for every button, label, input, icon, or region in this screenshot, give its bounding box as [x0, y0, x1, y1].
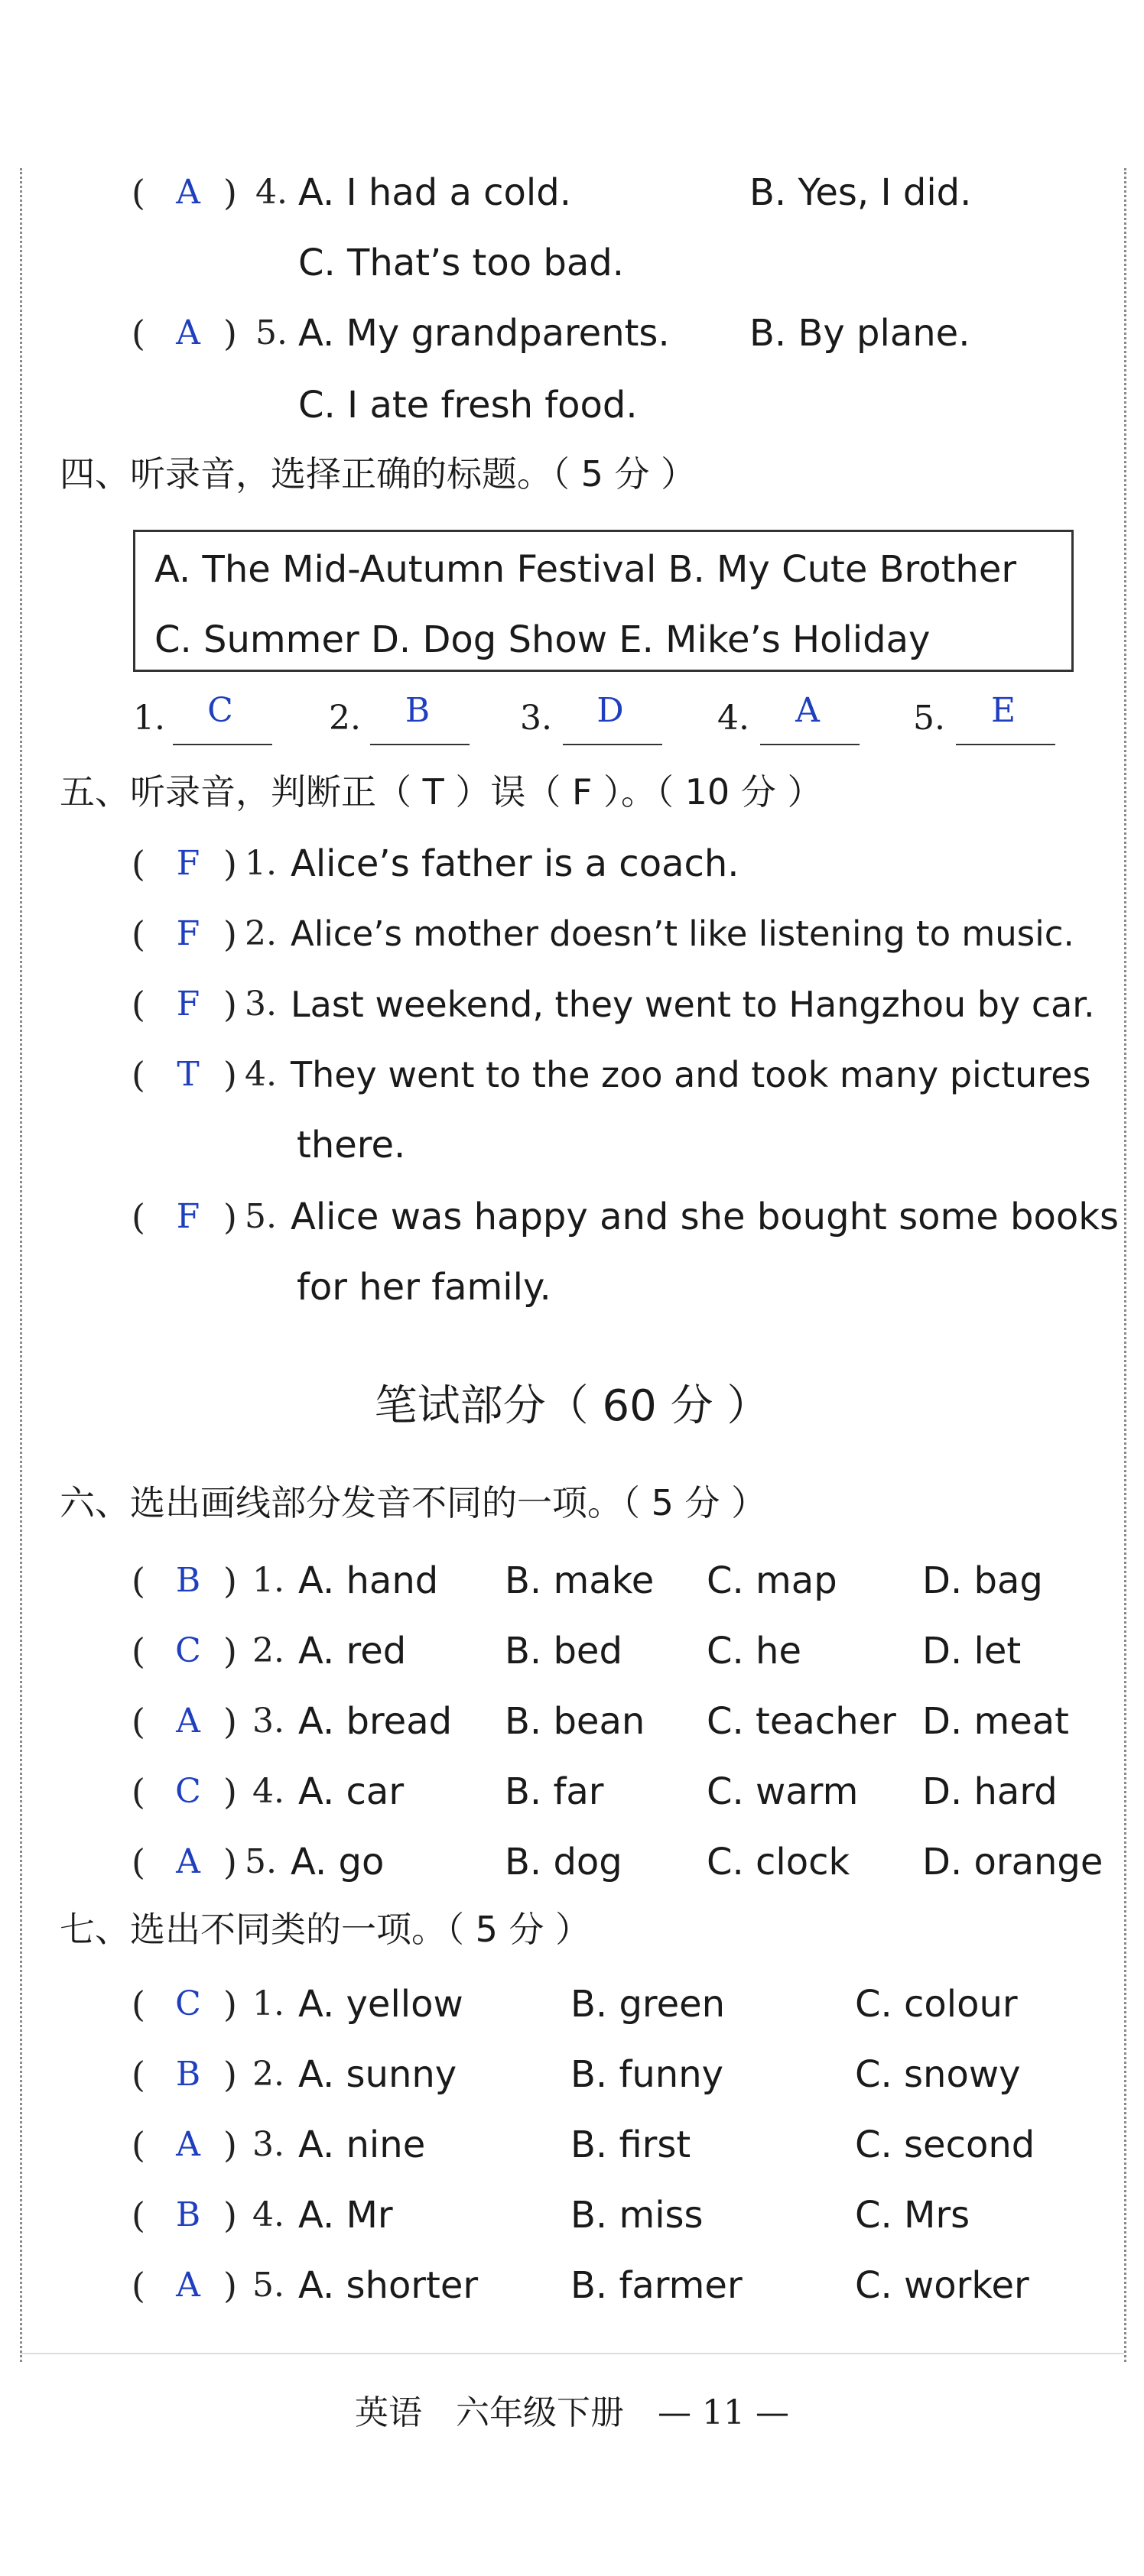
- paren-open: (: [132, 172, 145, 213]
- answer-mark: A: [176, 2266, 200, 2305]
- option-d: D. hard: [922, 1770, 1058, 1813]
- statement-text: They went to the zoo and took many pictures: [291, 1054, 1091, 1095]
- blank-answer: E: [990, 691, 1016, 730]
- right-dotted-margin: [1124, 168, 1126, 2362]
- question-number: 1.: [252, 1984, 284, 2023]
- option-c: C. warm: [707, 1770, 859, 1813]
- paren-close: ): [223, 2124, 237, 2166]
- page-footer: 英语 六年级下册 — 11 —: [355, 2393, 789, 2432]
- question-number: 5.: [255, 313, 288, 352]
- blank-line: [563, 744, 662, 745]
- paren-open: (: [132, 984, 145, 1025]
- blank-answer: C: [207, 691, 233, 730]
- answer-mark: B: [175, 2055, 201, 2094]
- answer-mark: T: [177, 1055, 200, 1094]
- option-b: B. green: [570, 1983, 726, 2026]
- option-a: A. My grandparents.: [298, 312, 670, 355]
- paren-open: (: [132, 2195, 145, 2236]
- question-number: 2.: [245, 914, 277, 953]
- paren-open: (: [132, 1701, 145, 1742]
- option-c: C. worker: [855, 2264, 1029, 2307]
- option-a: A. hand: [298, 1559, 439, 1602]
- statement-text: Alice’s mother doesn’t like listening to music.: [291, 913, 1074, 954]
- blank-line: [173, 744, 272, 745]
- statement-text-continued: for her family.: [297, 1266, 551, 1309]
- option-a: A. sunny: [298, 2053, 457, 2096]
- blank-line: [370, 744, 470, 745]
- question-number: 3.: [252, 1702, 284, 1741]
- statement-text-continued: there.: [297, 1124, 406, 1166]
- paren-open: (: [132, 1054, 145, 1095]
- paren-open: (: [132, 2054, 145, 2095]
- blank-number: 4.: [717, 699, 749, 738]
- option-c: C. Mrs: [855, 2194, 970, 2237]
- section-heading: 四、听录音，选择正确的标题。（ 5 分 ）: [60, 453, 697, 495]
- question-number: 1.: [252, 1561, 284, 1600]
- option-b: B. bean: [505, 1700, 645, 1743]
- blank-line: [956, 744, 1055, 745]
- title-options-line: A. The Mid-Autumn Festival B. My Cute Brother: [154, 548, 1017, 591]
- paren-close: ): [223, 843, 237, 884]
- paren-close: ): [223, 1054, 237, 1095]
- question-number: 1.: [245, 844, 277, 883]
- question-number: 2.: [252, 1631, 284, 1670]
- section-heading: 六、选出画线部分发音不同的一项。（ 5 分 ）: [60, 1482, 767, 1523]
- question-number: 3.: [252, 2125, 284, 2164]
- option-a: A. red: [298, 1630, 407, 1672]
- paren-open: (: [132, 913, 145, 955]
- option-d: D. let: [922, 1630, 1022, 1672]
- answer-mark: C: [175, 1984, 201, 2023]
- question-number: 2.: [252, 2055, 284, 2094]
- question-number: 4.: [255, 173, 288, 212]
- option-c: C. he: [707, 1630, 801, 1672]
- question-number: 5.: [245, 1842, 277, 1881]
- question-number: 5.: [252, 2266, 284, 2305]
- answer-mark: F: [176, 1197, 200, 1236]
- section-heading: 七、选出不同类的一项。（ 5 分 ）: [60, 1909, 591, 1950]
- blank-answer: A: [795, 691, 820, 730]
- question-number: 4.: [252, 1772, 284, 1811]
- answer-mark: A: [176, 313, 200, 352]
- blank-line: [760, 744, 860, 745]
- answer-mark: A: [176, 1702, 200, 1741]
- paren-close: ): [223, 1701, 237, 1742]
- option-d: D. meat: [922, 1700, 1069, 1743]
- option-b: B. By plane.: [749, 312, 970, 355]
- paren-close: ): [223, 172, 237, 213]
- paren-open: (: [132, 1630, 145, 1672]
- answer-mark: A: [176, 173, 200, 212]
- answer-mark: C: [175, 1631, 201, 1670]
- paren-open: (: [132, 843, 145, 884]
- paren-close: ): [223, 1196, 237, 1238]
- paren-open: (: [132, 1771, 145, 1812]
- option-a: A. go: [291, 1841, 385, 1883]
- option-a: A. I had a cold.: [298, 171, 571, 214]
- answer-mark: F: [176, 985, 200, 1024]
- option-b: B. funny: [570, 2053, 724, 2096]
- paren-close: ): [223, 1841, 237, 1883]
- left-dotted-margin: [20, 168, 22, 2362]
- blank-number: 3.: [520, 699, 552, 738]
- question-number: 5.: [245, 1197, 277, 1236]
- option-a: A. car: [298, 1770, 405, 1813]
- paren-open: (: [132, 313, 145, 354]
- blank-number: 1.: [133, 699, 165, 738]
- answer-mark: A: [176, 1842, 200, 1881]
- paren-close: ): [223, 1630, 237, 1672]
- option-c: C. colour: [855, 1983, 1018, 2026]
- option-b: B. bed: [505, 1630, 622, 1672]
- question-number: 4.: [245, 1055, 277, 1094]
- option-c: C. clock: [707, 1841, 850, 1883]
- blank-number: 5.: [913, 699, 945, 738]
- section-heading: 五、听录音，判断正（ T ）误（ F ）。（ 10 分 ）: [60, 771, 823, 813]
- option-c: C. snowy: [855, 2053, 1021, 2096]
- option-c: C. I ate fresh food.: [298, 384, 638, 427]
- answer-mark: F: [176, 914, 200, 953]
- statement-text: Alice was happy and she bought some books: [291, 1196, 1119, 1238]
- paren-close: ): [223, 313, 237, 354]
- paren-close: ): [223, 984, 237, 1025]
- option-b: B. dog: [505, 1841, 622, 1883]
- option-c: C. That’s too bad.: [298, 242, 624, 284]
- paren-open: (: [132, 2265, 145, 2306]
- option-a: A. yellow: [298, 1983, 463, 2026]
- option-d: D. bag: [922, 1559, 1043, 1602]
- answer-mark: F: [176, 844, 200, 883]
- answer-mark: B: [175, 2195, 201, 2234]
- option-b: B. make: [505, 1559, 655, 1602]
- answer-mark: C: [175, 1772, 201, 1811]
- answer-mark: B: [175, 1561, 201, 1600]
- option-c: C. second: [855, 2123, 1035, 2166]
- bottom-divider: [20, 2353, 1124, 2354]
- paren-open: (: [132, 1560, 145, 1601]
- option-a: A. shorter: [298, 2264, 479, 2307]
- option-c: C. map: [707, 1559, 837, 1602]
- option-b: B. farmer: [570, 2264, 743, 2307]
- paren-close: ): [223, 1771, 237, 1812]
- option-b: B. first: [570, 2123, 691, 2166]
- paren-close: ): [223, 2265, 237, 2306]
- statement-text: Alice’s father is a coach.: [291, 842, 739, 885]
- option-b: B. miss: [570, 2194, 704, 2237]
- option-d: D. orange: [922, 1841, 1103, 1883]
- paren-open: (: [132, 2124, 145, 2166]
- option-a: A. bread: [298, 1700, 453, 1743]
- question-number: 3.: [245, 985, 277, 1024]
- statement-text: Last weekend, they went to Hangzhou by car.: [291, 984, 1095, 1025]
- option-a: A. Mr: [298, 2194, 393, 2237]
- option-b: B. Yes, I did.: [749, 171, 972, 214]
- paren-open: (: [132, 1841, 145, 1883]
- blank-answer: D: [596, 691, 624, 730]
- paren-open: (: [132, 1196, 145, 1238]
- title-options-line: C. Summer D. Dog Show E. Mike’s Holiday: [154, 618, 931, 661]
- option-b: B. far: [505, 1770, 604, 1813]
- paren-close: ): [223, 2054, 237, 2095]
- paren-close: ): [223, 1560, 237, 1601]
- answer-mark: A: [176, 2125, 200, 2164]
- option-a: A. nine: [298, 2123, 426, 2166]
- blank-answer: B: [405, 691, 431, 730]
- paren-open: (: [132, 1984, 145, 2025]
- question-number: 4.: [252, 2195, 284, 2234]
- written-part-title: 笔试部分（ 60 分 ）: [374, 1381, 770, 1431]
- option-c: C. teacher: [707, 1700, 896, 1743]
- paren-close: ): [223, 913, 237, 955]
- blank-number: 2.: [329, 699, 361, 738]
- paren-close: ): [223, 2195, 237, 2236]
- paren-close: ): [223, 1984, 237, 2025]
